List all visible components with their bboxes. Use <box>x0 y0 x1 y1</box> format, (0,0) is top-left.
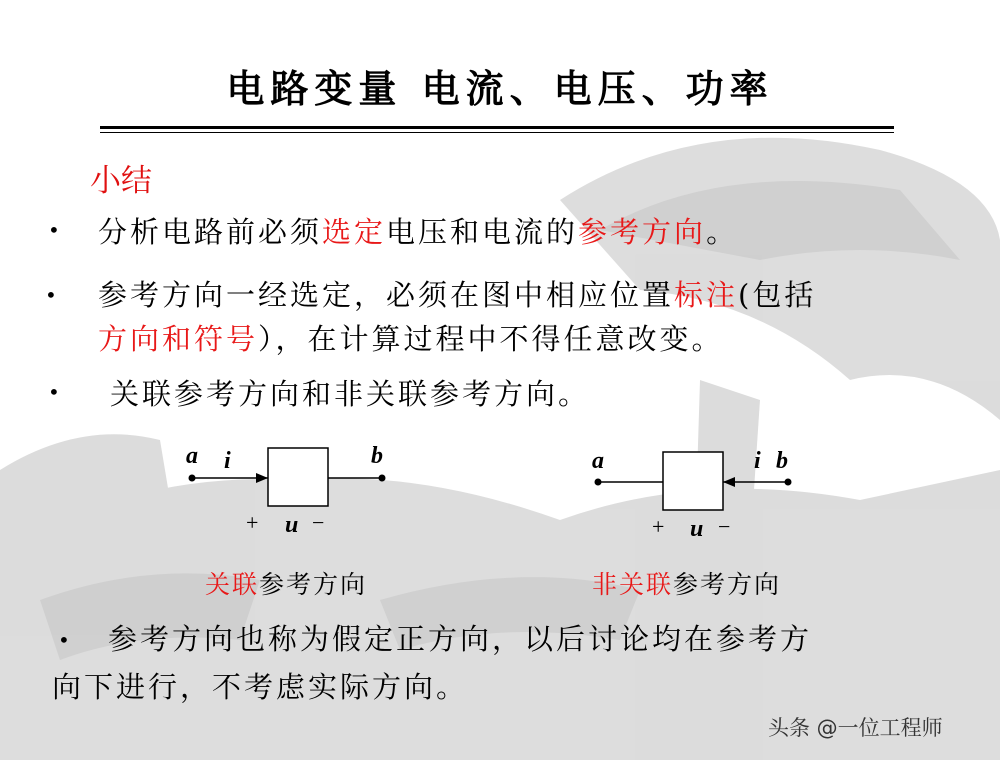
highlight-reference-direction: 参考方向 <box>578 215 707 249</box>
node-b-label: b <box>371 443 383 469</box>
bullet-1-text <box>98 210 738 251</box>
caption-highlight: 关联 <box>205 570 260 599</box>
minus-sign: − <box>312 510 325 535</box>
bullet-4-text-line2: 向下进行，不考虑实际方向。 <box>52 670 469 704</box>
minus-sign: − <box>718 514 731 539</box>
plus-sign: + <box>246 510 259 535</box>
highlight-label: 标注 <box>674 278 739 312</box>
node-a-label: a <box>592 448 604 474</box>
title-underline-thin <box>100 132 894 133</box>
bullet-3-text: 关联参考方向和非关联参考方向。 <box>110 377 591 411</box>
bullet-4-text-line1: 参考方向也称为假定正方向，以后讨论均在参考方 <box>108 622 813 656</box>
text-fragment: ），在计算过程中不得任意改变。 <box>258 322 724 356</box>
bullet-marker: • <box>58 628 70 652</box>
voltage-label: u <box>285 512 299 538</box>
text-fragment: 分析电路前必须 <box>98 215 323 249</box>
caption-text: 参考方向 <box>259 570 368 599</box>
text-fragment: 电压和电流的 <box>386 215 579 249</box>
non-associated-caption <box>592 565 781 601</box>
plus-sign: + <box>652 514 665 539</box>
caption-highlight: 非关联 <box>592 570 674 599</box>
section-title: 小结 <box>90 163 152 199</box>
node-a-label: a <box>186 443 198 469</box>
highlight-direction-and-sign: 方向和符号 <box>98 322 259 356</box>
text-fragment: (包括 <box>738 278 817 312</box>
title-underline <box>100 126 894 129</box>
text-fragment: 参考方向一经选定，必须在图中相应位置 <box>98 278 675 312</box>
bullet-marker: • <box>45 283 57 307</box>
associated-caption <box>205 565 367 601</box>
bullet-2-text-line2 <box>98 317 724 358</box>
bullet-2-text-line1 <box>98 273 816 314</box>
text-fragment: 。 <box>706 215 739 249</box>
bullet-marker: • <box>48 380 60 404</box>
non-associated-direction-diagram <box>580 440 820 550</box>
page-title: 电路变量 电流、电压、功率 <box>226 67 774 111</box>
voltage-label: u <box>690 516 704 542</box>
highlight-select: 选定 <box>322 215 387 249</box>
current-label: i <box>754 448 761 474</box>
bullet-marker: • <box>48 218 60 242</box>
current-label: i <box>224 448 231 474</box>
caption-text: 参考方向 <box>673 570 782 599</box>
node-b-label: b <box>776 448 788 474</box>
associated-direction-diagram <box>170 435 410 545</box>
watermark: 头条 @一位工程师 <box>768 716 943 740</box>
